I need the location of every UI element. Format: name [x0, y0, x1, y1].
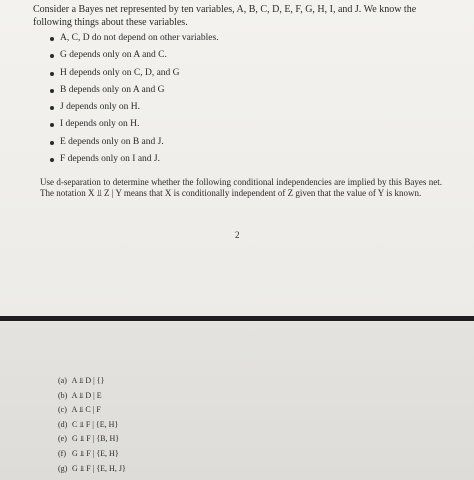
page-number: 2 — [235, 230, 240, 240]
list-item — [50, 153, 219, 170]
question-item — [58, 390, 126, 405]
bullet-icon — [50, 158, 54, 162]
question-label: (e) — [58, 434, 67, 444]
bullet-icon — [50, 37, 54, 41]
question-text: A ⫫ D | {} — [71, 376, 105, 385]
instructions-paragraph: Use d-separation to determine whether the following conditional independencies are implied by this Bayes net. The notation X ⫫ Z | Y means that X is conditionally independent of Z given that the value of Y is known. — [40, 177, 442, 198]
list-item — [50, 67, 219, 84]
question-item — [58, 419, 126, 434]
list-item-text: A, C, D do not depend on other variables. — [60, 33, 219, 43]
list-item-text: I depends only on H. — [60, 119, 140, 130]
list-item-text: E depends only on B and J. — [60, 136, 164, 147]
bullet-icon — [50, 54, 54, 58]
list-item — [50, 136, 219, 153]
question-label: (a) — [58, 376, 67, 385]
question-item — [58, 375, 126, 390]
question-item — [58, 404, 126, 419]
question-list — [58, 375, 126, 477]
question-text: G ⫫ F | {E, H, J} — [72, 463, 126, 473]
bullet-icon — [50, 141, 54, 145]
question-item — [58, 463, 126, 478]
question-text: A ⫫ C | F — [71, 405, 101, 415]
question-label: (b) — [58, 390, 68, 400]
question-text: A ⫫ D | E — [71, 390, 102, 400]
dependency-list — [50, 32, 219, 170]
list-item — [50, 84, 219, 101]
list-item-text: G depends only on A and C. — [60, 50, 167, 61]
list-item — [50, 101, 219, 118]
list-item — [50, 32, 219, 49]
question-label: (c) — [58, 405, 67, 415]
question-label: (g) — [58, 463, 68, 473]
question-text: G ⫫ F | {E, H} — [72, 448, 119, 458]
question-item — [58, 433, 126, 448]
list-item — [50, 49, 219, 66]
question-label: (d) — [58, 419, 68, 429]
question-text: G ⫫ F | {B, H} — [72, 434, 120, 444]
intro-text: Consider a Bayes net represented by ten variables, A, B, C, D, E, F, G, H, I, and J. We know the following things about these variables. — [33, 4, 417, 28]
bullet-icon — [50, 106, 54, 110]
question-item — [58, 448, 126, 463]
bullet-icon — [50, 72, 54, 76]
list-item-text: F depends only on I and J. — [60, 154, 161, 165]
question-text: C ⫫ F | {E, H} — [72, 419, 119, 429]
question-label: (f) — [58, 448, 66, 458]
page-divider — [0, 316, 474, 321]
list-item-text: J depends only on H. — [60, 102, 140, 113]
bullet-icon — [50, 123, 54, 127]
bullet-icon — [50, 89, 54, 93]
list-item-text: H depends only on C, D, and G — [60, 67, 180, 78]
list-item-text: B depends only on A and G — [60, 84, 165, 95]
list-item — [50, 118, 219, 135]
